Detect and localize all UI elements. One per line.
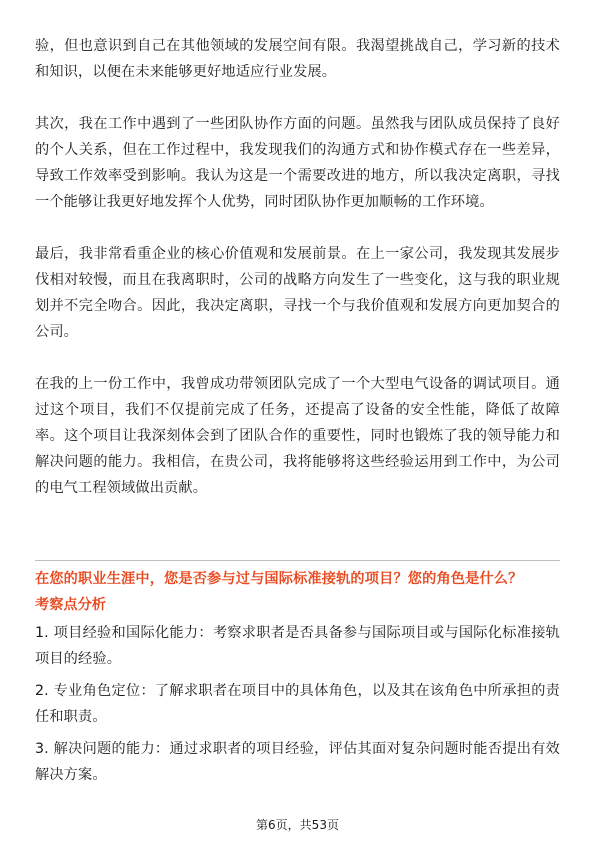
paragraph-2: 其次，我在工作中遇到了一些团队协作方面的问题。虽然我与团队成员保持了良好的个人关系，但在工作过程中，我发现我们的沟通方式和协作模式存在一些差异，导致工作效率受到影响。我认为这是一个需要改进的地方，所以我决定离职，寻找一个能够让我更好地发挥个人优势，同时团队协作更加顺畅的工作环境。 [35, 116, 560, 210]
paragraph-1: 验，但也意识到自己在其他领域的发展空间有限。我渴望挑战自己，学习新的技术和知识，以便在未来能够更好地适应行业发展。 [35, 38, 560, 80]
paragraph-4: 在我的上一份工作中，我曾成功带领团队完成了一个大型电气设备的调试项目。通过这个项目，我们不仅提前完成了任务，还提高了设备的安全性能，降低了故障率。这个项目让我深刻体会到了团队合作的重要性，同时也锻炼了我的领导能力和解决问题的能力。我相信，在贵公司，我将能够将这些经验运用到工作中，为公司的电气工程领域做出贡献。 [35, 376, 560, 496]
analysis-point-2: 2. 专业角色定位：了解求职者在项目中的具体角色，以及其在该角色中所承担的责任和职责。 [35, 683, 560, 725]
paragraph-3: 最后，我非常看重企业的核心价值观和发展前景。在上一家公司，我发现其发展步伐相对较慢，而且在我离职时，公司的战略方向发生了一些变化，这与我的职业规划并不完全吻合。因此，我决定离职，寻找一个与我价值观和发展方向更加契合的公司。 [35, 246, 560, 340]
analysis-point-3: 3. 解决问题的能力：通过求职者的项目经验，评估其面对复杂问题时能否提出有效解决方案。 [35, 741, 560, 783]
section-divider [35, 560, 560, 561]
analysis-title: 考察点分析 [35, 597, 106, 613]
analysis-point-1: 1. 项目经验和国际化能力：考察求职者是否具备参与国际项目或与国际化标准接轨项目的经验。 [35, 625, 560, 667]
body-text [35, 33, 560, 527]
page-number: 第6页，共53页 [256, 818, 339, 832]
interview-question: 在您的职业生涯中，您是否参与过与国际标准接轨的项目？您的角色是什么？ [35, 571, 523, 587]
question-section [35, 566, 560, 794]
